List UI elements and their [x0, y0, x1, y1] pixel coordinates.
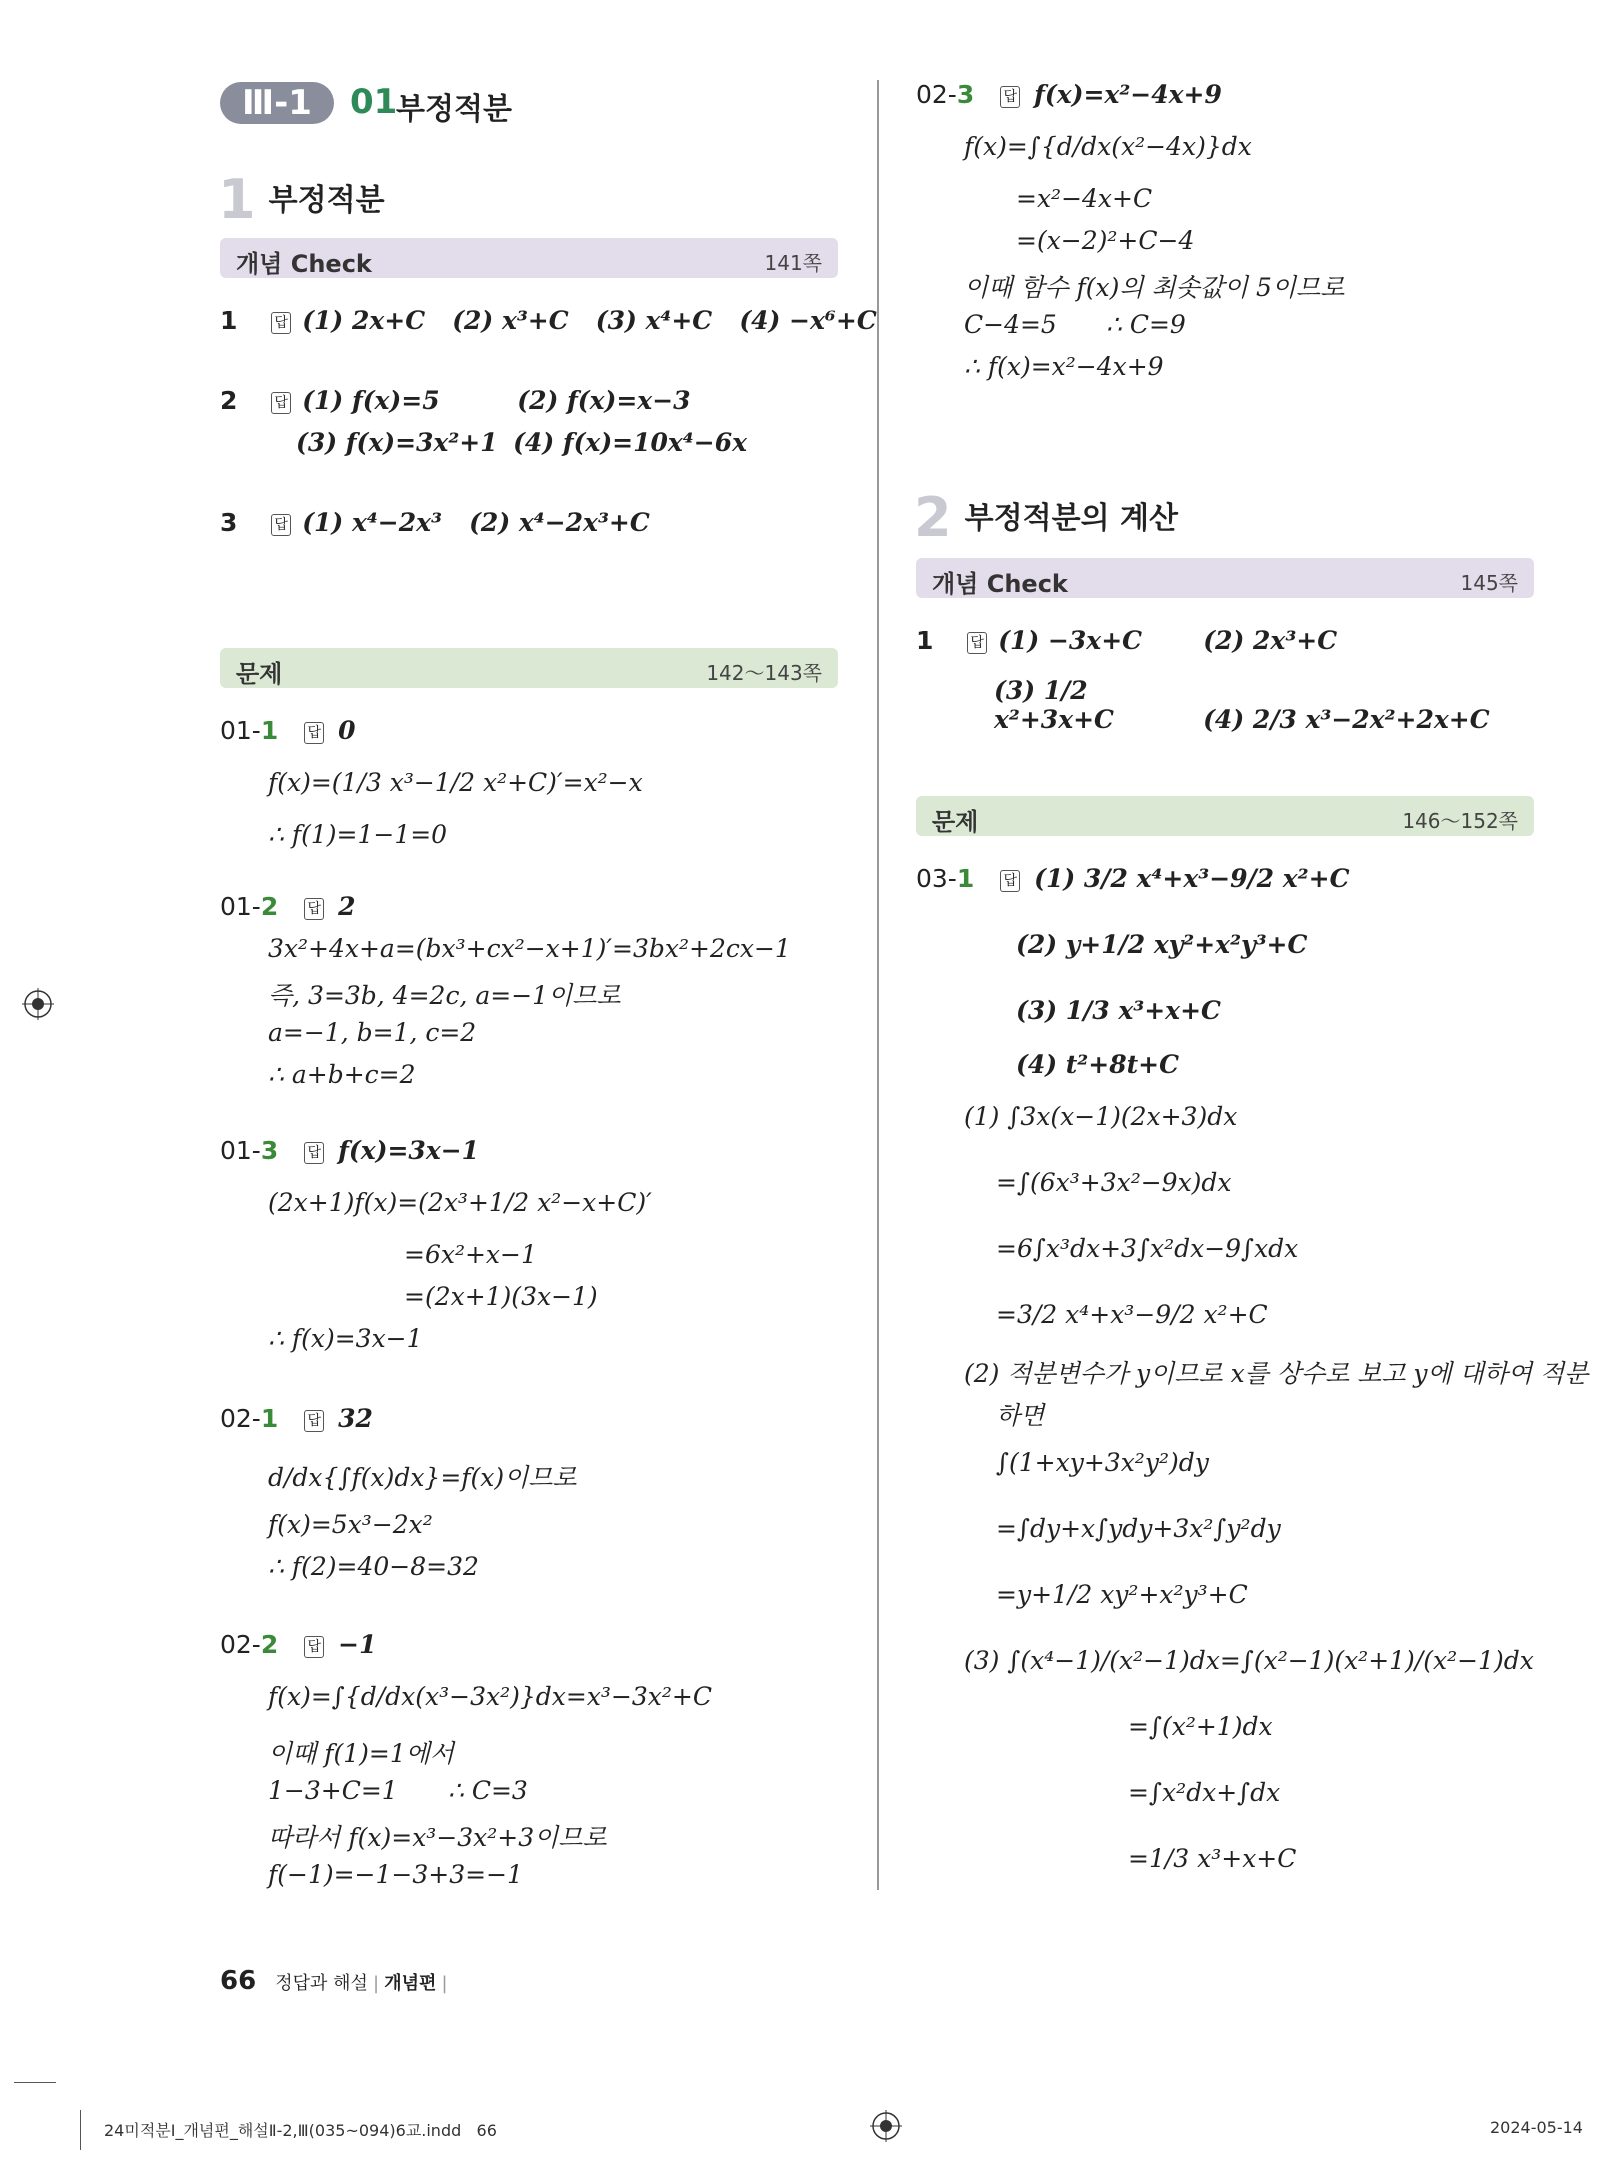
solution-line: (1) ∫3x(x−1)(2x+3)dx	[964, 1102, 1238, 1131]
solution-line: 따라서 f(x)=x³−3x²+3이므로	[268, 1823, 607, 1852]
chapter-title: 부정적분	[396, 92, 512, 127]
solution-line: ∴ f(x)=3x−1	[268, 1324, 423, 1353]
file-info: 24미적분Ⅰ_개념편_해설Ⅱ-2,Ⅲ(035~094)6교.indd 66	[104, 2121, 497, 2140]
solution-line: 1−3+C=1	[268, 1776, 398, 1805]
chapter-badge: Ⅲ-1	[220, 82, 334, 124]
solution-line: d/dx{∫f(x)dx}=f(x)이므로	[268, 1463, 577, 1492]
crop-mark	[14, 2082, 56, 2083]
solution-line: 하면	[996, 1401, 1045, 1430]
solution-line: ∴ f(1)=1−1=0	[268, 820, 448, 849]
section-title: 부정적분	[268, 183, 385, 218]
solution-line: 3x²+4x+a=(bx³+cx²−x+1)′=3bx²+2cx−1	[268, 934, 791, 963]
section-heading-1	[218, 168, 385, 231]
check-item-r1-line2: (3) 1/2 x²+3x+C (4) 2/3 x³−2x²+2x+C	[994, 676, 1490, 734]
footer-label: 정답과 해설	[275, 1973, 368, 1994]
solution-line: =∫(x²+1)dx	[1128, 1712, 1273, 1741]
solution-line: (2) 적분변수가 y이므로 x를 상수로 보고 y에 대하여 적분	[964, 1359, 1589, 1388]
solution-line: =∫dy+x∫ydy+3x²∫y²dy	[996, 1514, 1281, 1543]
solution-line: ∴ f(2)=40−8=32	[268, 1552, 479, 1581]
answer-line: (4) t²+8t+C	[1016, 1050, 1179, 1079]
check-item-2: 2 답 (1) f(x)=5 (2) f(x)=x−3	[220, 386, 691, 415]
solution-line: ∴ f(x)=x²−4x+9	[964, 352, 1164, 381]
solution-line: =∫(6x³+3x²−9x)dx	[996, 1168, 1232, 1197]
section-title: 부정적분의 계산	[964, 501, 1178, 536]
check-item-r1: 1 답 (1) −3x+C (2) 2x³+C	[916, 626, 1338, 655]
chapter-number: 01	[350, 82, 398, 122]
answer-icon: 답	[271, 514, 291, 536]
solution-line: =6∫x³dx+3∫x²dx−9∫xdx	[996, 1234, 1299, 1263]
answer-icon: 답	[271, 312, 291, 334]
solution-line: C−4=5	[964, 310, 1057, 339]
solution-line: =1/3 x³+x+C	[1128, 1844, 1297, 1873]
page-number: 66	[220, 1966, 257, 1996]
crop-mark	[80, 2110, 81, 2150]
problem-01-1: 01-1 답 0 f(x)=(1/3 x³−1/2 x²+C)′=x²−x ∴ f(1)=1−1=0	[220, 716, 643, 849]
print-date: 2024-05-14	[1490, 2118, 1583, 2137]
answer-icon: 답	[271, 392, 291, 414]
concept-check-bar: 개념 Check 141쪽	[220, 238, 838, 278]
solution-line: ∴ C=3	[448, 1776, 528, 1805]
answer-line: (3) 1/3 x³+x+C	[1016, 996, 1221, 1025]
solution-line: =∫x²dx+∫dx	[1128, 1778, 1281, 1807]
solution-line: ∫(1+xy+3x²y²)dy	[996, 1448, 1209, 1477]
solution-line: f(x)=5x³−2x²	[268, 1510, 433, 1539]
answer-icon: 답	[967, 632, 987, 654]
answer-line: (2) y+1/2 xy²+x²y³+C	[1016, 930, 1308, 959]
concept-check-bar: 개념 Check 145쪽	[916, 558, 1534, 598]
solution-line: 이때 f(1)=1에서	[268, 1739, 455, 1768]
problem-02-3: 02-3 답 f(x)=x²−4x+9 f(x)=∫{d/dx(x²−4x)}dx =x²−4x+C =(x−2)²+C−4 이때 함수 f(x)의 최솟값이 5이므로 C−4=5 ∴ C=9 ∴ f(x)=x²−4x+9	[916, 80, 1345, 381]
solution-line: ∴ C=9	[1106, 310, 1186, 339]
solution-line: =6x²+x−1	[404, 1240, 537, 1269]
answer-icon: 답	[304, 722, 324, 744]
check-item-1: 1 답 (1) 2x+C (2) x³+C (3) x⁴+C (4) −x⁶+C	[220, 306, 877, 335]
solution-line: =3/2 x⁴+x³−9/2 x²+C	[996, 1300, 1268, 1329]
page-footer: 66 정답과 해설 | 개념편 |	[220, 1966, 448, 1996]
problem-02-2: 02-2 답 −1 f(x)=∫{d/dx(x³−3x²)}dx=x³−3x²+C 이때 f(1)=1에서 1−3+C=1 ∴ C=3 따라서 f(x)=x³−3x²+3이므로 f(−1)=−1−3+3=−1	[220, 1630, 712, 1889]
solution-line: ∴ a+b+c=2	[268, 1060, 416, 1089]
check-item-2-line2: (3) f(x)=3x²+1 (4) f(x)=10x⁴−6x	[296, 428, 748, 457]
answer-icon: 답	[304, 1410, 324, 1432]
problem-01-3: 01-3 답 f(x)=3x−1 (2x+1)f(x)=(2x³+1/2 x²−x+C)′ =6x²+x−1 =(2x+1)(3x−1) ∴ f(x)=3x−1	[220, 1136, 652, 1353]
solution-line: =(x−2)²+C−4	[1016, 226, 1195, 255]
problem-bar: 문제 146～152쪽	[916, 796, 1534, 836]
problem-bar: 문제 142～143쪽	[220, 648, 838, 688]
section-number: 1	[218, 168, 256, 231]
solution-line: (2x+1)f(x)=(2x³+1/2 x²−x+C)′	[268, 1188, 652, 1217]
solution-line: =x²−4x+C	[1016, 184, 1153, 213]
section-heading-2	[914, 486, 1178, 549]
column-divider	[877, 80, 879, 1890]
solution-line: f(x)=∫{d/dx(x²−4x)}dx	[964, 132, 1252, 161]
registration-mark-icon	[22, 988, 54, 1020]
problem-02-1: 02-1 답 32 d/dx{∫f(x)dx}=f(x)이므로 f(x)=5x³−2x² ∴ f(2)=40−8=32	[220, 1404, 577, 1581]
section-number: 2	[914, 486, 952, 549]
solution-line: =y+1/2 xy²+x²y³+C	[996, 1580, 1248, 1609]
solution-line: f(−1)=−1−3+3=−1	[268, 1860, 523, 1889]
solution-line: a=−1, b=1, c=2	[268, 1018, 477, 1047]
answer-icon: 답	[1000, 870, 1020, 892]
solution-line: (3) ∫(x⁴−1)/(x²−1)dx=∫(x²−1)(x²+1)/(x²−1)dx	[964, 1646, 1534, 1675]
solution-line: 이때 함수 f(x)의 최솟값이 5이므로	[964, 273, 1345, 302]
answer-icon: 답	[1000, 86, 1020, 108]
footer-edition: 개념편	[384, 1973, 437, 1994]
answer-icon: 답	[304, 1636, 324, 1658]
check-item-3: 3 답 (1) x⁴−2x³ (2) x⁴−2x³+C	[220, 508, 650, 537]
solution-line: f(x)=(1/3 x³−1/2 x²+C)′=x²−x	[268, 768, 643, 797]
solution-line: 즉, 3=3b, 4=2c, a=−1이므로	[268, 981, 621, 1010]
problem-01-2: 01-2 답 2 3x²+4x+a=(bx³+cx²−x+1)′=3bx²+2cx−1 즉, 3=3b, 4=2c, a=−1이므로 a=−1, b=1, c=2 ∴ a+b+c=2	[220, 892, 791, 1089]
problem-03-1: 03-1 답 (1) 3/2 x⁴+x³−9/2 x²+C (2) y+1/2 xy²+x²y³+C (3) 1/3 x³+x+C (4) t²+8t+C (1) ∫3x(x−1)(2x+3)dx =∫(6x³+3x²−9x)dx =6∫x³dx+3∫x²dx−9∫xdx =3/2 x⁴+x³−9/2 x²+C (2) 적분변수가 y이므로 x를 상수로 보고 y에 대하여 적분 하면 ∫(1+xy+3x²y²)dy =∫dy+x∫ydy+3x²∫y²dy =y+1/2 xy²+x²y³+C (3) ∫(x⁴−1)/(x²−1)dx=∫(x²−1)(x²+1)/(x²−1)dx =∫(x²+1)dx =∫x²dx+∫dx =1/3 x³+x+C	[916, 864, 1589, 1873]
answer-icon: 답	[304, 898, 324, 920]
registration-mark-icon	[870, 2110, 902, 2142]
answer-icon: 답	[304, 1142, 324, 1164]
solution-line: =(2x+1)(3x−1)	[404, 1282, 598, 1311]
solution-line: f(x)=∫{d/dx(x³−3x²)}dx=x³−3x²+C	[268, 1682, 712, 1711]
